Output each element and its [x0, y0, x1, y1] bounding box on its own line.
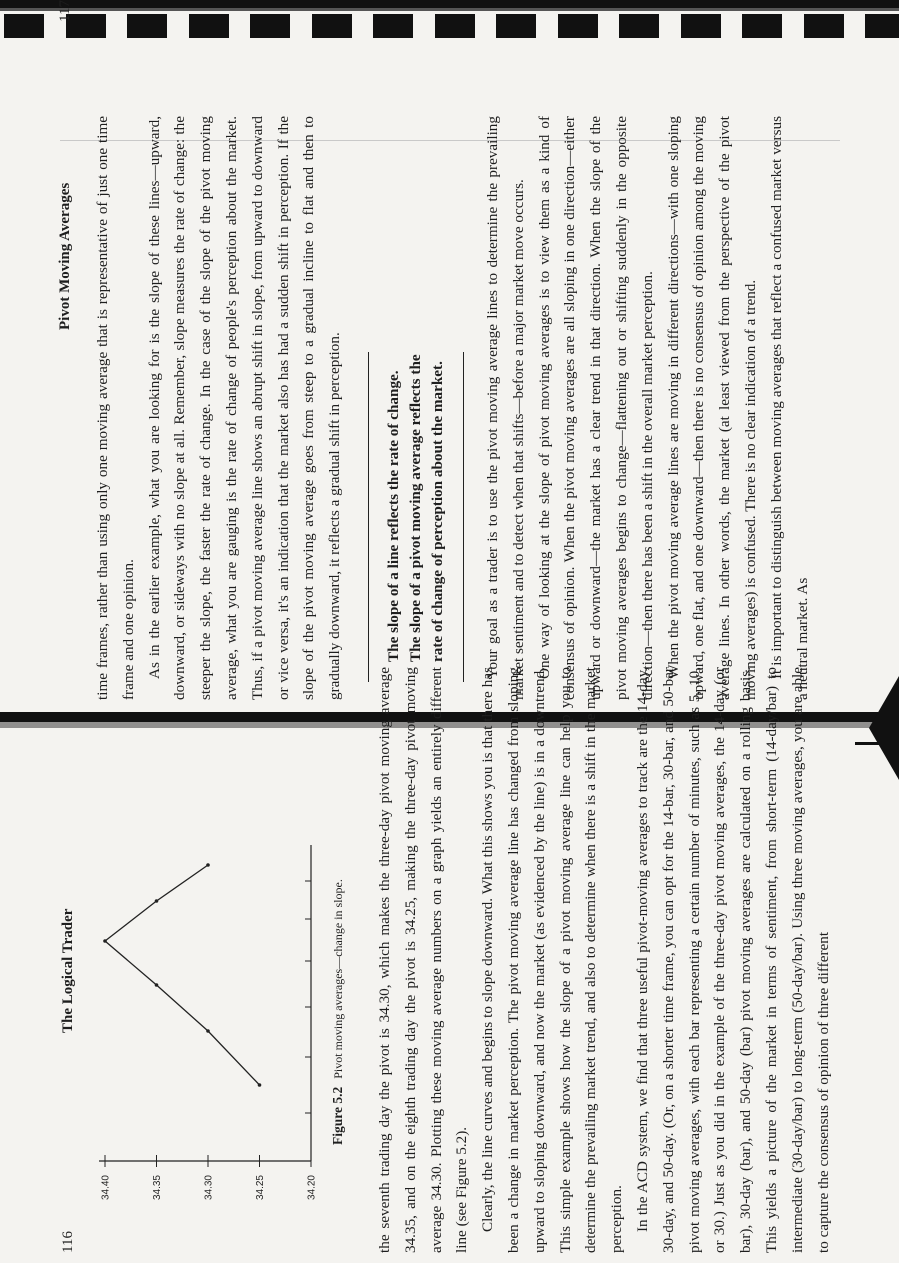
scan-hole: [742, 14, 782, 38]
y-tick-label: 34.35: [152, 1175, 163, 1201]
running-head: The Logical Trader: [60, 908, 76, 1033]
scan-fold-triangle: [869, 676, 899, 780]
paragraph: In the ACD system, we find that three useful pivot-moving averages to track are the 14-day, 30-day, and 50-day. (Or, on a shorter time frame, you can opt for the 14-bar, 30-bar, and 50-bar pivot moving averages, with each bar representing a certain number of minutes, such as 5, 10, or 30.) Just as you did in the example of the three-day pivot moving averages, the 14-day (or bar), 30-day (bar), and 50-day (bar) pivot moving averages are calculated on a rolling basis. This yields a picture of the market in terms of sentiment, from short-term (14-day/bar) to intermediate (30-day/bar) to long-term (50-day/bar). Using three moving averages, you are able to capture the consensus of opinion of three different: [633, 667, 832, 1253]
page-number: 117: [57, 0, 73, 22]
data-point: [155, 899, 159, 903]
data-point: [103, 939, 107, 943]
paragraph: time frames, rather than using only one moving average that is representative of just one time frame and one opinion.: [94, 116, 137, 700]
text-column: [372, 667, 836, 1253]
data-point: [155, 983, 159, 987]
paragraph: When the pivot moving average lines are moving in different directions—with one sloping upward, one flat, and one downward—then there is no consensus of opinion among the moving average lines. In other words, the market (at least viewed from the perspective of the pivot moving averages) is confused. There is no clear indication of a trend.: [664, 116, 759, 700]
scan-hole: [865, 14, 899, 38]
figure-caption-text: Pivot moving averages—change in slope.: [331, 879, 345, 1079]
y-tick-label: 34.25: [255, 1175, 266, 1201]
paragraph: One way of looking at the slope of pivot moving averages is to view them as a kind of consensus of opinion. When the pivot moving averages are all sloping in one direction—either upward or downward—the market has a clear trend in that direction. When the slope of the pivot moving averages begins to change—flattening out or shifting suddenly in the opposite direction—then there has been a shift in the overall market perception.: [535, 116, 656, 700]
figure-5-2-chart: [85, 793, 335, 1253]
pull-quote: The slope of a line reflects the rate of change. The slope of a pivot moving average reflects the rate of change of perception about the market.: [368, 352, 464, 682]
paragraph: As in the earlier example, what you are looking for is the slope of these lines—upward, downward, or sideways with no slope at all. Remember, slope measures the rate of change: the steeper the slope, the faster the rate of change. In the case of the slope of the pivot moving average, what you are gauging is the rate of change of people's perception about the market. Thus, if a pivot moving average line shows an abrupt shift in slope, from upward to downward or vice versa, it's an indication that the market also has had a sudden shift in perception. If the slope of the pivot moving average goes from steep to a gradual incline to flat and then to gradually downward, it reflects a gradual shift in perception.: [145, 116, 344, 700]
paragraph: Your goal as a trader is to use the pivot moving average lines to determine the prevailing market sentiment and to detect when that shifts—before a major market move occurs.: [484, 116, 527, 700]
figure-label: Figure 5.2: [330, 1086, 345, 1145]
figure-caption: [330, 879, 346, 1145]
data-point: [206, 863, 210, 867]
y-tick-label: 34.20: [306, 1175, 318, 1201]
data-point: [206, 1029, 210, 1033]
scan-hole: [681, 14, 721, 38]
paragraph: Clearly, the line curves and begins to slope downward. What this shows you is that there has been a change in market perception. The pivot moving average line has changed from sloping upward to sloping downward, and now the market (as evidenced by the line) is in a downtrend. This simple example shows how the slope of a pivot moving average line can help you to determine the prevailing market trend, and also to determine when there is a shift in the market perception.: [479, 667, 626, 1253]
running-head: Pivot Moving Averages: [57, 182, 73, 330]
series-line: [105, 865, 260, 1085]
data-point: [258, 1083, 262, 1087]
paragraph: It is important to distinguish between moving averages that reflect a confused market versus a neutral market. As: [767, 116, 811, 700]
y-tick-label: 34.40: [100, 1175, 112, 1201]
page-number: 116: [60, 1231, 76, 1253]
y-tick-label: 34.30: [203, 1175, 215, 1201]
paragraph: the seventh trading day the pivot is 34.30, which makes the three-day pivot moving average 34.35, and on the eighth trading day the pivot is 34.25, making the three-day pivot moving average 34.30. Plotting these moving average numbers on a graph yields an entirely different line (see Figure 5.2).: [376, 667, 471, 1253]
scan-speck: [855, 742, 885, 745]
scan-hole: [804, 14, 844, 38]
